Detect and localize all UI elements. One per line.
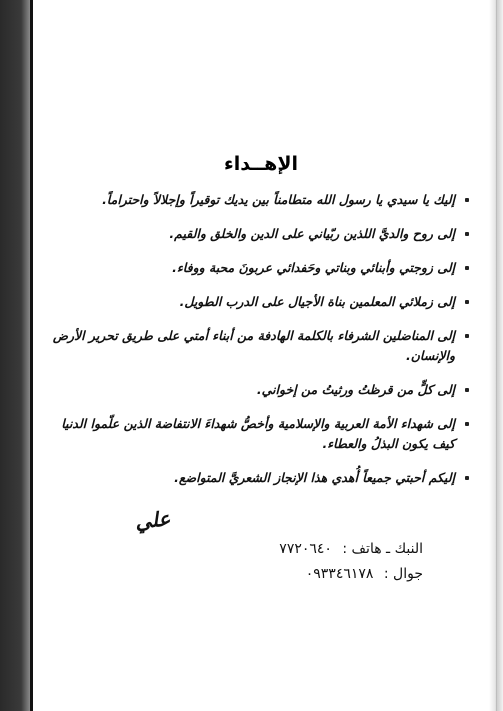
dedication-text: إليك يا سيدي يا رسول الله متطامناً بين يديك توقيراً وإجلالاً واحتراماً. bbox=[102, 192, 455, 207]
dedication-text: إلى زوجتي وأبنائي وبناتي وحَفدائي عربونَ محبة ووفاء. bbox=[172, 260, 455, 275]
dedication-list bbox=[41, 190, 471, 488]
dedication-item bbox=[41, 380, 471, 400]
bullet-icon bbox=[465, 232, 469, 236]
bullet-icon bbox=[465, 334, 469, 338]
dedication-item bbox=[41, 258, 471, 278]
phone-label: النبك ـ هاتف : bbox=[342, 541, 423, 557]
bullet-icon bbox=[465, 266, 469, 270]
mobile-line bbox=[273, 566, 423, 582]
scan-right-edge bbox=[489, 0, 503, 711]
dedication-item bbox=[41, 468, 471, 488]
dedication-text: إلى كلٍّ من قرظتُ ورثيتُ من إخواني. bbox=[256, 382, 455, 397]
bullet-icon bbox=[465, 198, 469, 202]
signature: علي bbox=[133, 506, 172, 534]
document-page bbox=[33, 0, 489, 711]
dedication-item bbox=[41, 414, 471, 454]
dedication-text: إلى المناضلين الشرفاء بالكلمة الهادفة من أبناء أمتي على طريق تحرير الأرض والإنسان. bbox=[52, 328, 455, 363]
phone-line bbox=[273, 541, 423, 557]
dedication-text: إلى روح والديَّ اللذين ربّياني على الدين والخلق والقيم. bbox=[169, 226, 455, 241]
dedication-text: إليكم أحبتي جميعاً أُهدي هذا الإنجاز الشعريَّ المتواضع. bbox=[174, 470, 455, 485]
bullet-icon bbox=[465, 422, 469, 426]
dedication-text: إلى شهداء الأمة العربية والإسلامية وأخصُّ شهداءَ الانتفاضة الذين علّموا الدنيا كيف يكون البذلُ والعطاء. bbox=[61, 416, 455, 451]
dedication-item bbox=[41, 326, 471, 366]
page-title: الإهــداء bbox=[223, 153, 299, 175]
bullet-icon bbox=[465, 300, 469, 304]
dedication-item bbox=[41, 292, 471, 312]
phone-number: ٧٧٢٠٦٤٠ bbox=[279, 541, 332, 557]
bullet-icon bbox=[465, 476, 469, 480]
mobile-label: جوال : bbox=[383, 566, 423, 582]
dedication-text: إلى زملائي المعلمين بناة الأجيال على الدرب الطويل. bbox=[179, 294, 455, 309]
dedication-item bbox=[41, 224, 471, 244]
dedication-item bbox=[41, 190, 471, 210]
mobile-number: ٠٩٣٣٤٦١٧٨ bbox=[305, 566, 374, 582]
scan-left-shadow bbox=[0, 0, 30, 711]
bullet-icon bbox=[465, 388, 469, 392]
